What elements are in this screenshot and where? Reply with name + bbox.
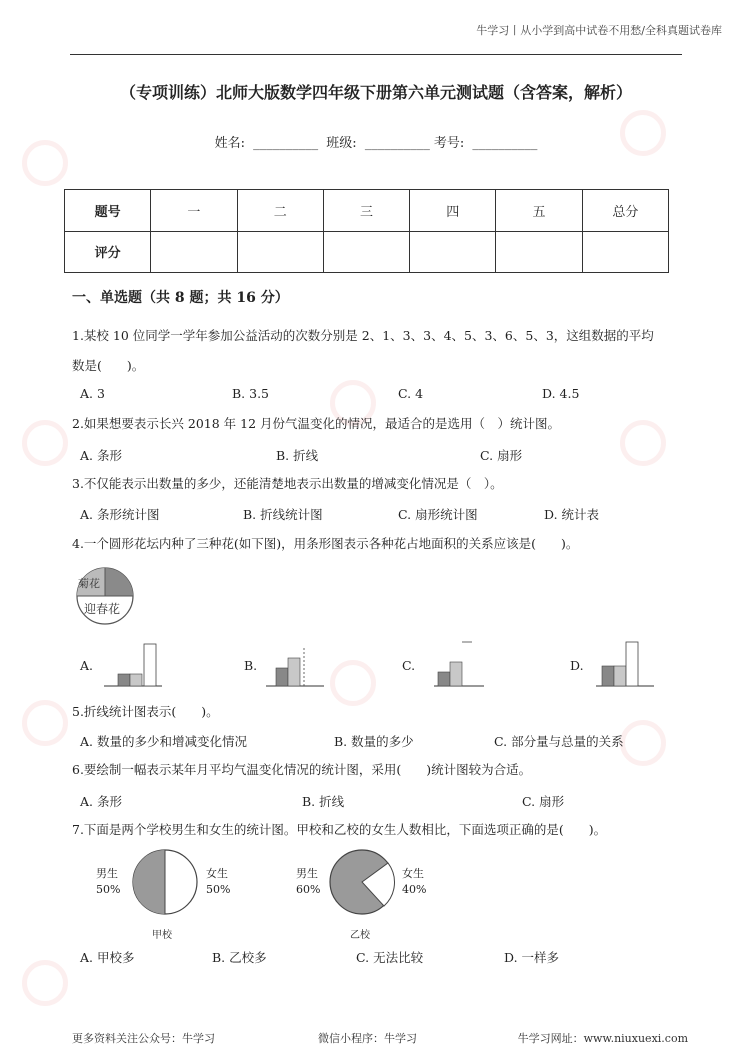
class-blank: __________ [364,136,430,151]
q3-option-d: D. 统计表 [544,507,600,522]
school-a-girl-pct: 50% [206,883,231,896]
q6-option-a: A. 条形 [80,794,122,809]
table-cell: 总分 [582,190,668,232]
q7-option-d: D. 一样多 [504,950,560,965]
q4-option-c: C. [402,658,416,673]
table-cell [323,231,409,273]
question-1-text-cont: 数是( )。 [72,358,145,373]
table-cell [237,231,323,273]
q6-option-b: B. 折线 [302,794,345,809]
table-cell: 评分 [65,231,151,273]
q4-bar-chart-b [262,640,326,688]
pie-label-chrysanthemum: 菊花 [78,577,100,590]
school-b-boy [296,866,320,898]
question-1-text: 1.某校 10 位同学一学年参加公益活动的次数分别是 2、1、3、3、4、5、3、6、5、3，这组数据的平均 [72,328,654,343]
header-brand: 牛学习丨从小学到高中试卷不用愁/全科真题试卷库 [476,24,722,37]
footer-middle: 微信小程序：牛学习 [318,1032,417,1045]
table-cell [410,231,496,273]
question-7-text: 7.下面是两个学校男生和女生的统计图。甲校和乙校的女生人数相比，下面选项正确的是( )。 [72,822,607,837]
table-cell: 题号 [65,190,151,232]
name-label: 姓名: [214,136,246,151]
q6-option-c: C. 扇形 [522,794,565,809]
q4-option-d: D. [570,658,584,673]
q3-option-c: C. 扇形统计图 [398,507,478,522]
page-title: （专项训练）北师大版数学四年级下册第六单元测试题（含答案，解析） [119,83,632,102]
school-b-boy-pct: 60% [296,883,321,896]
school-a-pie [130,846,200,922]
q4-bar-chart-a [100,640,164,688]
table-cell: 二 [237,190,323,232]
school-a-boy-label: 男生 [96,867,118,880]
school-a-boy [96,866,120,898]
table-row [65,231,669,273]
q4-bar-chart-c [430,640,486,688]
table-cell: 五 [496,190,582,232]
class-label: 班级: [326,136,357,151]
question-5-text: 5.折线统计图表示( )。 [72,704,219,719]
header-divider [70,54,682,55]
q4-option-a: A. [80,658,94,673]
q1-option-b: B. 3.5 [232,386,270,401]
school-b-girl-pct: 40% [402,883,427,896]
q5-option-c: C. 部分量与总量的关系 [494,734,624,749]
footer-right: 牛学习网址：www.niuxuexi.com [517,1032,688,1045]
table-cell: 一 [151,190,237,232]
q1-option-d: D. 4.5 [542,386,580,401]
q1-option-c: C. 4 [398,386,424,401]
q3-option-b: B. 折线统计图 [243,507,323,522]
footer-left: 更多资料关注公众号：牛学习 [72,1032,215,1045]
school-a-name: 甲校 [152,930,172,941]
q4-bar-chart-d [592,638,656,688]
school-b-girl [402,866,426,898]
q2-option-b: B. 折线 [276,448,319,463]
question-2-text: 2.如果想要表示长兴 2018 年 12 月份气温变化的情况，最适合的是选用（ ）统计图。 [72,416,561,431]
table-cell: 三 [323,190,409,232]
q7-option-b: B. 乙校多 [212,950,267,965]
name-blank: __________ [253,136,319,151]
question-4-text: 4.一个圆形花坛内种了三种花(如下图)，用条形图表示各种花占地面积的关系应该是( )。 [72,536,579,551]
student-info-line [0,132,752,151]
school-b-boy-label: 男生 [296,867,318,880]
q2-option-a: A. 条形 [80,448,122,463]
q2-option-c: C. 扇形 [480,448,523,463]
score-table [64,189,669,273]
school-a-girl [206,866,230,898]
question-3-text: 3.不仅能表示出数量的多少，还能清楚地表示出数量的增减变化情况是（ ）。 [72,476,503,491]
q7-option-a: A. 甲校多 [80,950,135,965]
q1-option-a: A. 3 [80,386,105,401]
school-a-boy-pct: 50% [96,883,121,896]
school-b-pie [326,846,398,922]
q7-option-c: C. 无法比较 [356,950,424,965]
pie-label-jasmine: 迎春花 [84,602,121,616]
q4-option-b: B. [244,658,258,673]
q3-option-a: A. 条形统计图 [80,507,160,522]
exam-blank: __________ [472,136,538,151]
table-cell: 四 [410,190,496,232]
school-b-girl-label: 女生 [402,867,424,880]
table-row [65,190,669,232]
q5-option-b: B. 数量的多少 [334,734,414,749]
q5-option-a: A. 数量的多少和增减变化情况 [80,734,247,749]
school-a-girl-label: 女生 [206,867,228,880]
table-cell [151,231,237,273]
question-6-text: 6.要绘制一幅表示某年月平均气温变化情况的统计图，采用( )统计图较为合适。 [72,762,532,777]
exam-label: 考号: [433,136,465,151]
school-b-name: 乙校 [350,930,370,941]
section-heading: 一、单选题（共 8 题；共 16 分） [72,290,289,306]
table-cell [496,231,582,273]
table-cell [582,231,668,273]
